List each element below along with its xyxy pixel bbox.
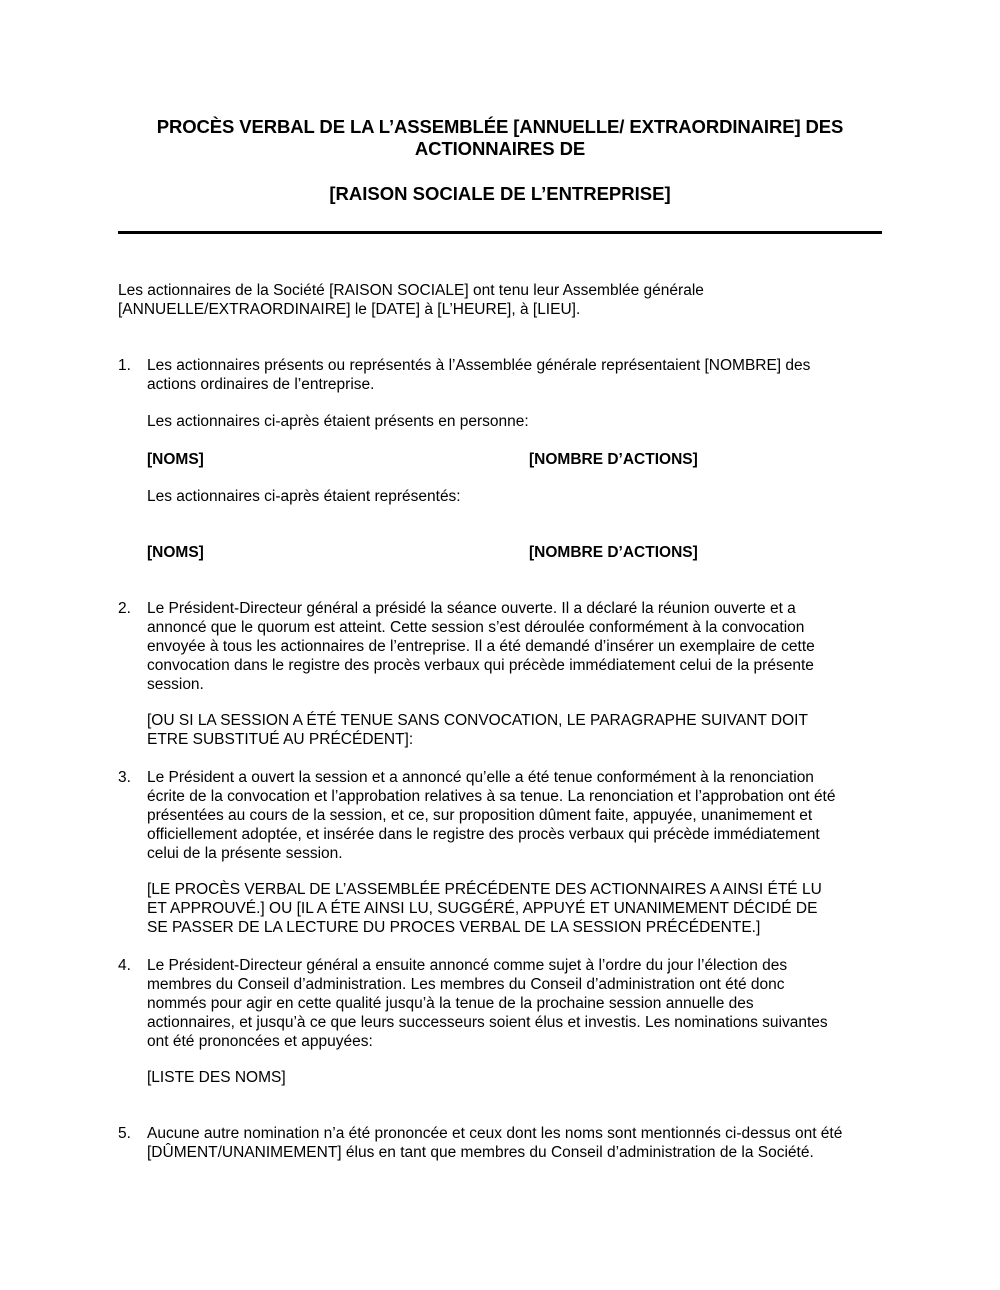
represented-label: Les actionnaires ci-après étaient représentés:	[147, 488, 461, 505]
note-line: [LISTE DES NOMS]	[147, 1069, 286, 1086]
item-text	[147, 1124, 882, 1162]
item-line: Aucune autre nomination n’a été prononcée et ceux dont les noms sont mentionnés ci-dessus ont été	[147, 1125, 843, 1142]
item-line: annoncé que le quorum est atteint. Cette session s’est déroulée conformément à la convocation	[147, 619, 805, 636]
document-title	[118, 116, 882, 160]
item-line: présentées au cours de la session, et ce, sur proposition dûment faite, appuyée, unanimement et	[147, 807, 813, 824]
title-divider	[118, 231, 882, 234]
item-line: [DÛMENT/UNANIMEMENT] élus en tant que membres du Conseil d’administration de la Société.	[147, 1144, 814, 1161]
intro-paragraph	[118, 281, 882, 319]
item-line: actions ordinaires de l’entreprise.	[147, 376, 375, 393]
item-text	[147, 956, 882, 1051]
item-line: session.	[147, 676, 204, 693]
item-line: Le Président-Directeur général a ensuite annoncé comme sujet à l’ordre du jour l’élection des	[147, 957, 788, 974]
item-number: 4.	[118, 957, 131, 974]
note-line: SE PASSER DE LA LECTURE DU PROCES VERBAL DE LA SESSION PRÉCÉDENTE.]	[147, 919, 761, 936]
item-line: Le Président-Directeur général a présidé la séance ouverte. Il a déclaré la réunion ouverte et a	[147, 600, 796, 617]
intro-line: Les actionnaires de la Société [RAISON SOCIALE] ont tenu leur Assemblée générale	[118, 282, 704, 299]
company-name-placeholder: [RAISON SOCIALE DE L’ENTREPRISE]	[329, 183, 671, 204]
note-line: [LE PROCÈS VERBAL DE L’ASSEMBLÉE PRÉCÉDENTE DES ACTIONNAIRES A AINSI ÉTÉ LU	[147, 881, 822, 898]
item-4-note	[147, 1068, 882, 1087]
item-number: 5.	[118, 1125, 131, 1142]
shares-placeholder: [NOMBRE D’ACTIONS]	[529, 451, 698, 468]
item-line: membres du Conseil d’administration. Les membres du Conseil d’administration ont été donc	[147, 976, 785, 993]
intro-line: [ANNUELLE/EXTRAORDINAIRE] le [DATE] à [L’HEURE], à [LIEU].	[118, 301, 581, 318]
note-line: ETRE SUBSTITUÉ AU PRÉCÉDENT]:	[147, 731, 414, 748]
note-line: [OU SI LA SESSION A ÉTÉ TENUE SANS CONVOCATION, LE PARAGRAPHE SUIVANT DOIT	[147, 712, 808, 729]
item-line: Les actionnaires présents ou représentés à l’Assemblée générale représentaient [NOMBRE] des	[147, 357, 811, 374]
item-text	[147, 768, 882, 863]
item-line: Le Président a ouvert la session et a annoncé qu’elle a été tenue conformément à la renonciation	[147, 769, 814, 786]
item-line: celui de la présente session.	[147, 845, 343, 862]
title-line: ACTIONNAIRES DE	[414, 138, 586, 159]
item-number: 2.	[118, 600, 131, 617]
item-line: officiellement adoptée, et insérée dans le registre des procès verbaux qui précède immédiatement	[147, 826, 820, 843]
note-line: ET APPROUVÉ.] OU [IL A ÉTE AINSI LU, SUGGÉRÉ, APPUYÉ ET UNANIMEMENT DÉCIDÉ DE	[147, 900, 818, 917]
shares-placeholder: [NOMBRE D’ACTIONS]	[529, 544, 698, 561]
item-line: envoyée à tous les actionnaires de l’entreprise. Il a été demandé d’insérer un exemplaire de cette	[147, 638, 815, 655]
item-text	[147, 356, 882, 394]
names-placeholder: [NOMS]	[147, 451, 204, 468]
item-line: actionnaires, et jusqu’à ce que leurs successeurs soient élus et investis. Les nominations suivantes	[147, 1014, 828, 1031]
present-label: Les actionnaires ci-après étaient présents en personne:	[147, 413, 529, 430]
item-3-note	[147, 880, 882, 937]
item-line: écrite de la convocation et l’approbation relatives à sa tenue. La renonciation et l’approbation ont été	[147, 788, 836, 805]
names-placeholder: [NOMS]	[147, 544, 204, 561]
item-line: ont été prononcées et appuyées:	[147, 1033, 373, 1050]
item-text	[147, 599, 882, 694]
item-line: convocation dans le registre des procès verbaux qui précède immédiatement celui de la présente	[147, 657, 814, 674]
title-line: PROCÈS VERBAL DE LA L’ASSEMBLÉE [ANNUELLE/ EXTRAORDINAIRE] DES	[156, 116, 844, 137]
item-line: nommés pour agir en cette qualité jusqu’à la tenue de la prochaine session annuelle des	[147, 995, 754, 1012]
item-number: 3.	[118, 769, 131, 786]
item-number: 1.	[118, 357, 131, 374]
item-2-note	[147, 711, 882, 749]
